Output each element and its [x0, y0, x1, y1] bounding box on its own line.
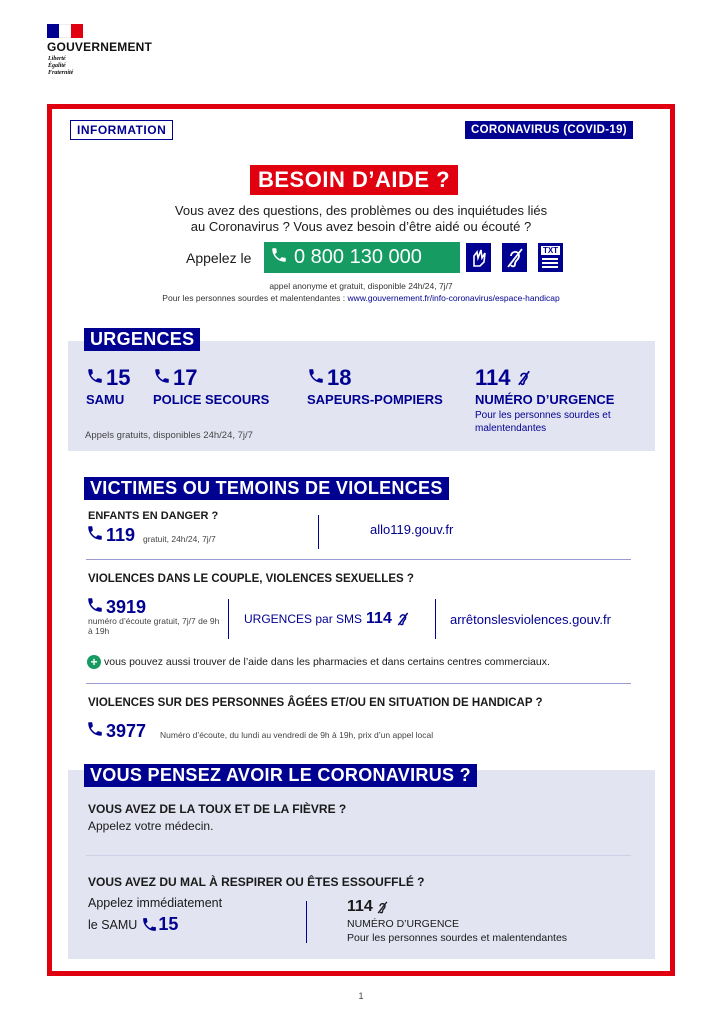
appelez-label: Appelez le [186, 250, 252, 266]
phone-icon [307, 367, 325, 390]
hearing-impaired-icon [516, 369, 532, 387]
police-number: 17 [153, 365, 197, 391]
gov-motto: Liberté Égalité Fraternité [48, 56, 74, 76]
ages-note: Numéro d’écoute, du lundi au vendredi de 9h à 19h, prix d’un appel local [160, 730, 434, 740]
divider [306, 901, 307, 943]
sign-language-icon [466, 243, 491, 272]
couple-note: numéro d’écoute gratuit, 7j/7 de 9h à 19h [88, 616, 220, 636]
samu-label: SAMU [86, 392, 125, 407]
coronavirus-title: VOUS PENSEZ AVOIR LE CORONAVIRUS ? [84, 764, 477, 787]
hearing-impaired-icon [376, 900, 389, 915]
corona-114-label: NUMÉRO D’URGENCE [347, 918, 460, 930]
enfants-heading: ENFANTS EN DANGER ? [88, 510, 219, 522]
corona-114-number: 114 [347, 898, 389, 916]
allo119-link[interactable]: allo119.gouv.fr [370, 522, 454, 537]
separator [86, 855, 631, 856]
handicap-link[interactable]: www.gouvernement.fr/info-coronavirus/espace-handicap [347, 293, 560, 303]
phone-icon [86, 720, 104, 743]
hotline-number: 0 800 130 000 [294, 246, 422, 268]
phone-icon [86, 367, 104, 390]
covid-tag: CORONAVIRUS (COVID-19) [465, 121, 633, 139]
sms-urgences: URGENCES par SMS 114 [244, 610, 410, 628]
pompiers-number: 18 [307, 365, 351, 391]
couple-heading: VIOLENCES DANS LE COUPLE, VIOLENCES SEXUELLES ? [88, 573, 414, 585]
urgence-114-sub: Pour les personnes sourdes et malentendantes [475, 410, 611, 434]
deaf-access-prefix: Pour les personnes sourdes et malentendantes : [162, 293, 346, 303]
page-number: 1 [358, 991, 364, 1001]
toux-instruction: Appelez votre médecin. [88, 819, 214, 833]
divider [318, 515, 319, 549]
couple-number: 3919 [86, 596, 146, 619]
enfants-note: gratuit, 24h/24, 7j/7 [143, 534, 216, 544]
urgence-114-label: NUMÉRO D’URGENCE [475, 392, 615, 407]
ages-heading: VIOLENCES SUR DES PERSONNES ÂGÉES ET/OU EN SITUATION DE HANDICAP ? [88, 697, 543, 709]
toux-heading: VOUS AVEZ DE LA TOUX ET DE LA FIÈVRE ? [88, 802, 347, 816]
hearing-impaired-icon [396, 611, 410, 627]
hotline-number-box[interactable] [264, 242, 460, 273]
arretons-link[interactable]: arrêtonslesviolences.gouv.fr [450, 612, 611, 627]
samu-number: 15 [141, 914, 178, 935]
intro-line-2: au Coronavirus ? Vous avez besoin d’être aidé ou écouté ? [190, 219, 532, 234]
respirer-heading: VOUS AVEZ DU MAL À RESPIRER OU ÊTES ESSOUFFLÉ ? [88, 875, 425, 889]
republic-flag-logo [47, 24, 83, 38]
separator [86, 559, 631, 560]
phone-icon [270, 246, 288, 270]
urgence-114-number: 114 [475, 365, 532, 391]
phone-icon [153, 367, 171, 390]
anonymous-note: appel anonyme et gratuit, disponible 24h/24, 7j/7 [269, 281, 453, 291]
samu-number: 15 [86, 365, 130, 391]
pompiers-label: SAPEURS-POMPIERS [307, 392, 443, 407]
besoin-title: BESOIN D’AIDE ? [250, 165, 458, 195]
ages-number: 3977 [86, 720, 146, 743]
urgences-title: URGENCES [84, 328, 200, 351]
corona-114-sub: Pour les personnes sourdes et malentendantes [347, 932, 568, 944]
gov-title: GOUVERNEMENT [47, 40, 153, 54]
pharmacy-note: vous pouvez aussi trouver de l’aide dans les pharmacies et dans certains centres commerciaux. [104, 656, 550, 668]
divider [435, 599, 436, 639]
respirer-instruction-2: le SAMU 15 [88, 914, 179, 934]
intro-line-1: Vous avez des questions, des problèmes ou des inquiétudes liés [174, 203, 548, 218]
separator [86, 683, 631, 684]
victimes-title: VICTIMES OU TEMOINS DE VIOLENCES [84, 477, 449, 500]
txt-icon: TXT [538, 243, 563, 272]
enfants-number: 119 [86, 524, 135, 547]
police-label: POLICE SECOURS [153, 392, 270, 407]
divider [228, 599, 229, 639]
pharmacy-plus-icon: + [87, 655, 101, 669]
phone-icon [86, 524, 104, 547]
deaf-access-line [0, 293, 722, 303]
phone-icon [141, 916, 158, 933]
hearing-impaired-icon [502, 243, 527, 272]
urgences-note: Appels gratuits, disponibles 24h/24, 7j/7 [85, 430, 253, 441]
respirer-instruction-1: Appelez immédiatement [88, 896, 223, 910]
information-tag: INFORMATION [70, 120, 173, 140]
